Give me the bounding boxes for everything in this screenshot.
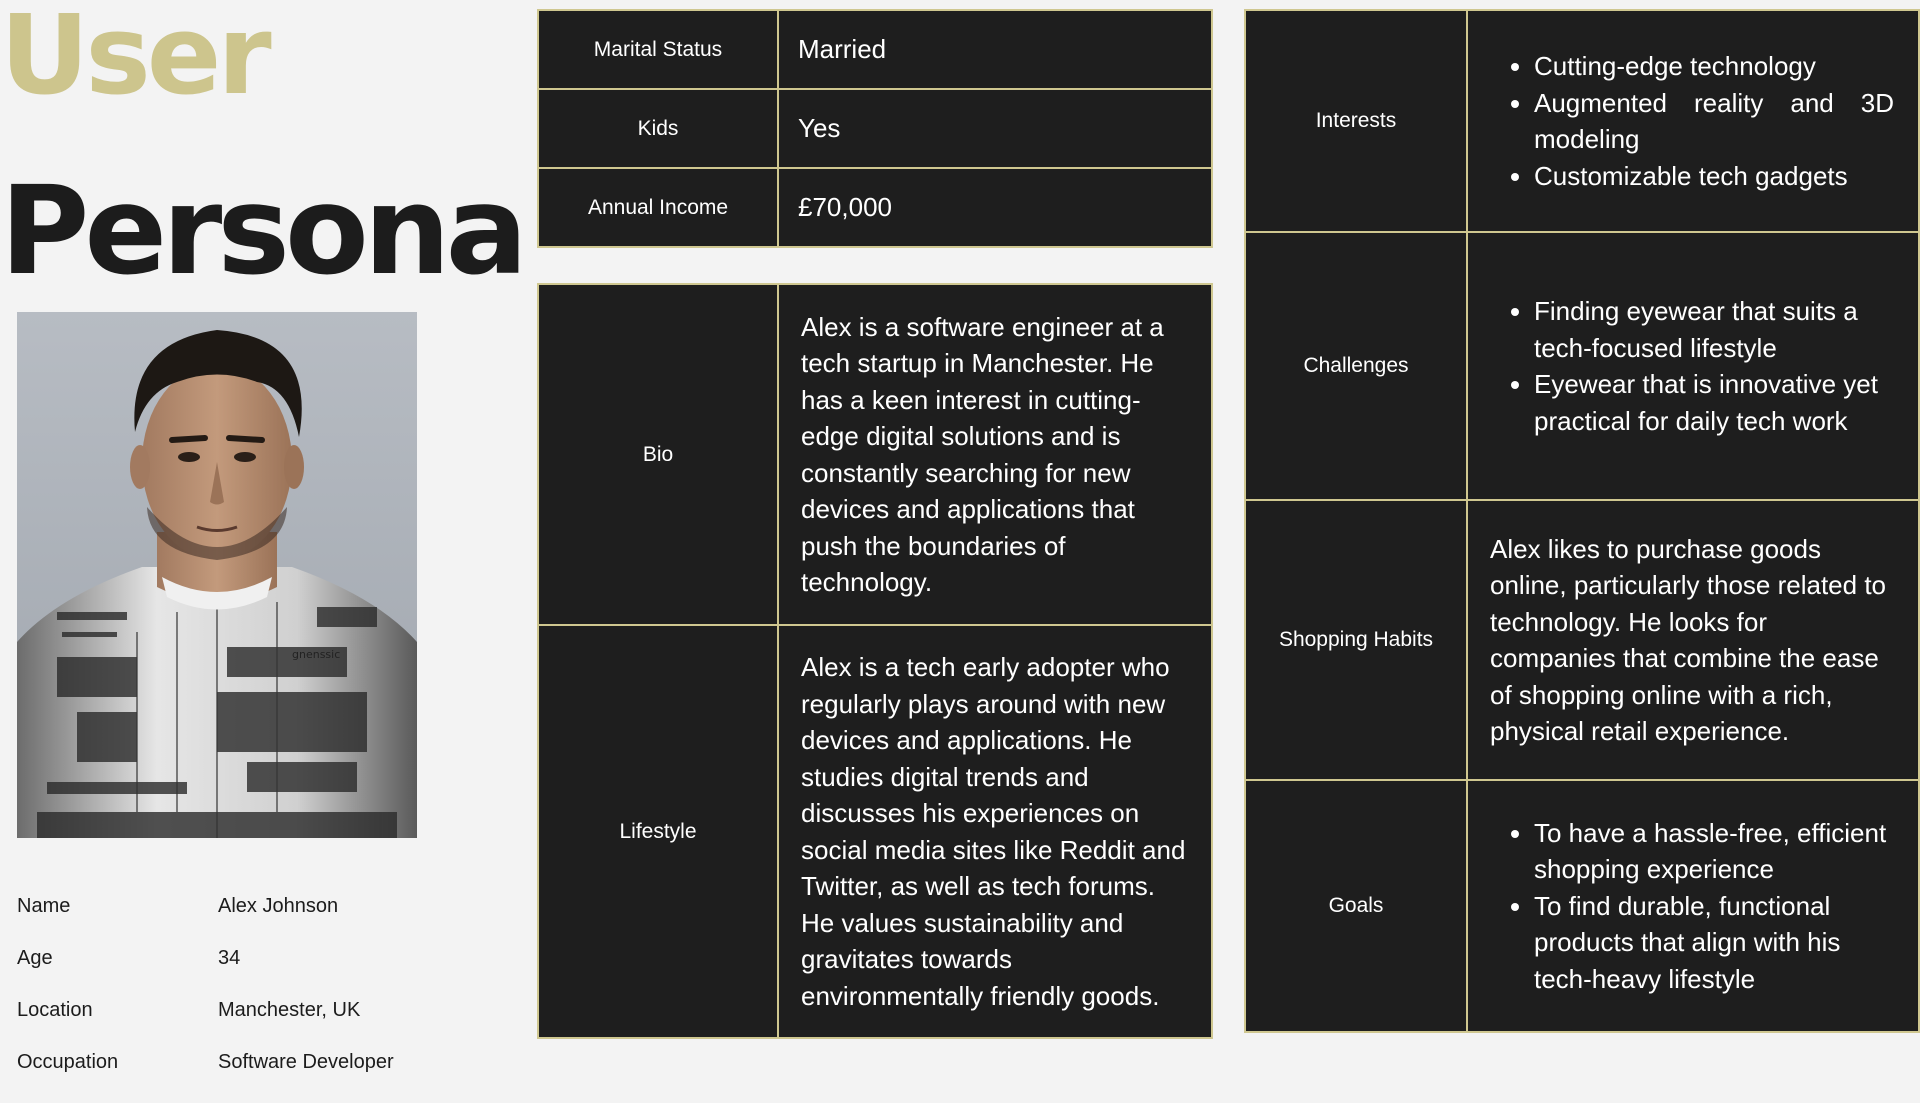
goal-item: • To have a hassle-free, efficient shopping experience	[1534, 815, 1894, 888]
kids-label: Kids	[538, 89, 778, 168]
goals-cell	[1467, 780, 1919, 1032]
bio-table	[537, 283, 1213, 1039]
interest-item: • Cutting-edge technology	[1534, 48, 1894, 85]
lifestyle-row	[538, 625, 1212, 1038]
shopping-habits-label: Shopping Habits	[1245, 500, 1467, 780]
lifestyle-text: Alex is a tech early adopter who regularly plays around with new devices and applications. He studies digital trends and discusses his experiences on social media sites like Reddit and Twitter, as well as tech forums. He values sustainability and gravitates towards environmentally friendly goods.	[778, 625, 1212, 1038]
kids-row	[538, 89, 1212, 168]
marital-row	[538, 10, 1212, 89]
age-value: 34	[218, 947, 241, 969]
bio-text: Alex is a software engineer at a tech startup in Manchester. He has a keen interest in cutting-edge digital solutions and is constantly searching for new devices and applications that push the boundaries of technology.	[778, 284, 1212, 625]
location-value: Manchester, UK	[218, 999, 361, 1021]
profile-info	[17, 895, 447, 1103]
occupation-value: Software Developer	[218, 1051, 394, 1073]
title-user: User	[0, 0, 268, 119]
persona-photo	[17, 312, 417, 838]
age-label: Age	[17, 947, 53, 969]
goals-label: Goals	[1245, 780, 1467, 1032]
detail-table	[1244, 9, 1920, 1033]
title-persona: Persona	[0, 160, 523, 302]
income-row	[538, 168, 1212, 247]
challenge-item: • Finding eyewear that suits a tech-focused lifestyle	[1534, 293, 1894, 366]
status-table	[537, 9, 1213, 248]
goals-row	[1245, 780, 1919, 1032]
bio-label: Bio	[538, 284, 778, 625]
profile-row-age	[17, 947, 447, 999]
interests-label: Interests	[1245, 10, 1467, 232]
shopping-habits-text: Alex likes to purchase goods online, particularly those related to technology. He looks for companies that combine the ease of shopping online with a rich, physical retail experience.	[1467, 500, 1919, 780]
lifestyle-label: Lifestyle	[538, 625, 778, 1038]
challenges-row	[1245, 232, 1919, 500]
name-value: Alex Johnson	[218, 895, 339, 917]
challenges-list	[1490, 293, 1894, 439]
name-label: Name	[17, 895, 71, 917]
interest-item: • Augmented reality and 3D modeling	[1534, 85, 1894, 158]
challenges-label: Challenges	[1245, 232, 1467, 500]
profile-row-name	[17, 895, 447, 947]
profile-row-location	[17, 999, 447, 1051]
interests-row	[1245, 10, 1919, 232]
interests-cell	[1467, 10, 1919, 232]
goals-list	[1490, 815, 1894, 998]
kids-value: Yes	[778, 89, 1212, 168]
annual-income-label: Annual Income	[538, 168, 778, 247]
location-label: Location	[17, 999, 93, 1021]
marital-status-label: Marital Status	[538, 10, 778, 89]
annual-income-value: £70,000	[778, 168, 1212, 247]
occupation-label: Occupation	[17, 1051, 119, 1073]
interest-item: • Customizable tech gadgets	[1534, 158, 1894, 195]
interests-list	[1490, 48, 1894, 194]
tshirt-print-text: gnenssic	[292, 648, 341, 661]
challenges-cell	[1467, 232, 1919, 500]
goal-item: • To find durable, functional products that align with his tech-heavy lifestyle	[1534, 888, 1894, 998]
profile-row-occupation	[17, 1051, 447, 1103]
bio-row	[538, 284, 1212, 625]
marital-status-value: Married	[778, 10, 1212, 89]
shopping-row	[1245, 500, 1919, 780]
challenge-item: • Eyewear that is innovative yet practical for daily tech work	[1534, 366, 1894, 439]
